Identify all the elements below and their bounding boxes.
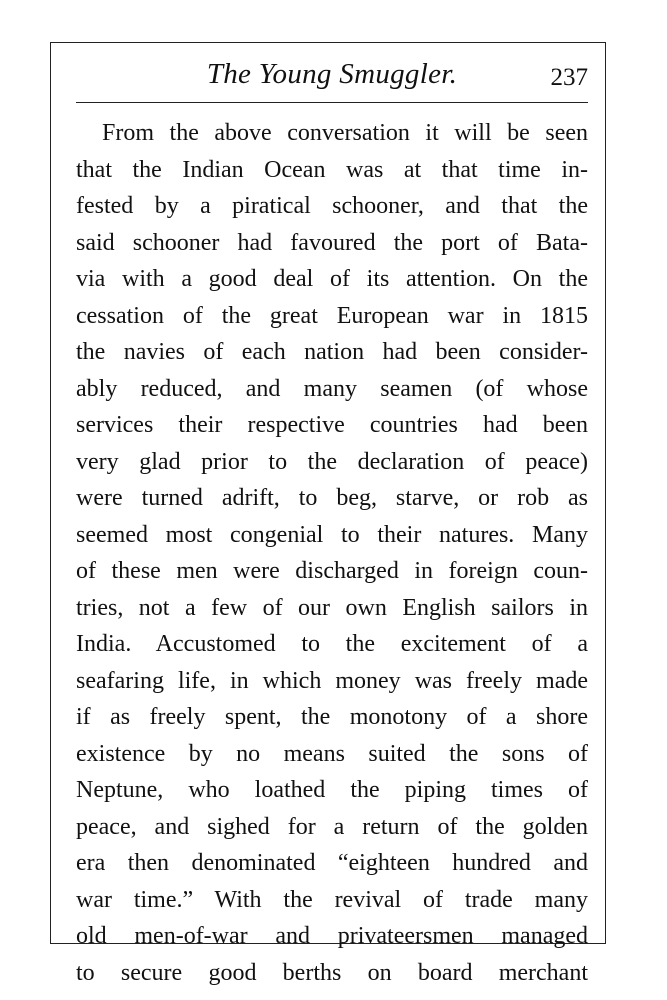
text-line: peace, and sighed for a return of the golden (76, 813, 588, 840)
text-line: via with a good deal of its attention. On the (76, 266, 588, 292)
text-line: the navies of each nation had been consider- (76, 339, 588, 365)
text-line: cessation of the great European war in 1815 (76, 302, 588, 329)
text-line: were turned adrift, to beg, starve, or rob as (76, 485, 588, 511)
text-line: existence by no means suited the sons of (76, 740, 588, 767)
text-line: Neptune, who loathed the piping times of (76, 777, 588, 803)
text-line: said schooner had favoured the port of Bata- (76, 229, 588, 256)
header-rule (76, 102, 588, 103)
text-line: of these men were discharged in foreign coun- (76, 558, 588, 584)
text-line: that the Indian Ocean was at that time in- (76, 156, 588, 183)
text-line: From the above conversation it will be seen (102, 120, 588, 146)
running-title: The Young Smuggler. (206, 58, 458, 90)
text-line: old men-of-war and privateersmen managed (76, 923, 588, 949)
text-line: very glad prior to the declaration of peace) (76, 448, 588, 475)
text-line: services their respective countries had been (76, 412, 588, 438)
body-paragraph (76, 115, 588, 991)
text-line: fested by a piratical schooner, and that the (76, 193, 588, 219)
text-line: if as freely spent, the monotony of a shore (76, 704, 588, 730)
text-line: India. Accustomed to the excitement of a (76, 631, 588, 657)
text-line: ably reduced, and many seamen (of whose (76, 375, 588, 402)
text-line: to secure good berths on board merchant (76, 959, 588, 986)
page-number: 237 (550, 64, 588, 91)
running-head (76, 52, 588, 96)
text-line: seafaring life, in which money was freely made (76, 667, 588, 694)
text-line: tries, not a few of our own English sailors in (76, 594, 588, 621)
text-line: war time.” With the revival of trade many (76, 886, 588, 913)
text-line: seemed most congenial to their natures. Many (76, 521, 588, 548)
text-line: era then denominated “eighteen hundred and (76, 850, 588, 876)
